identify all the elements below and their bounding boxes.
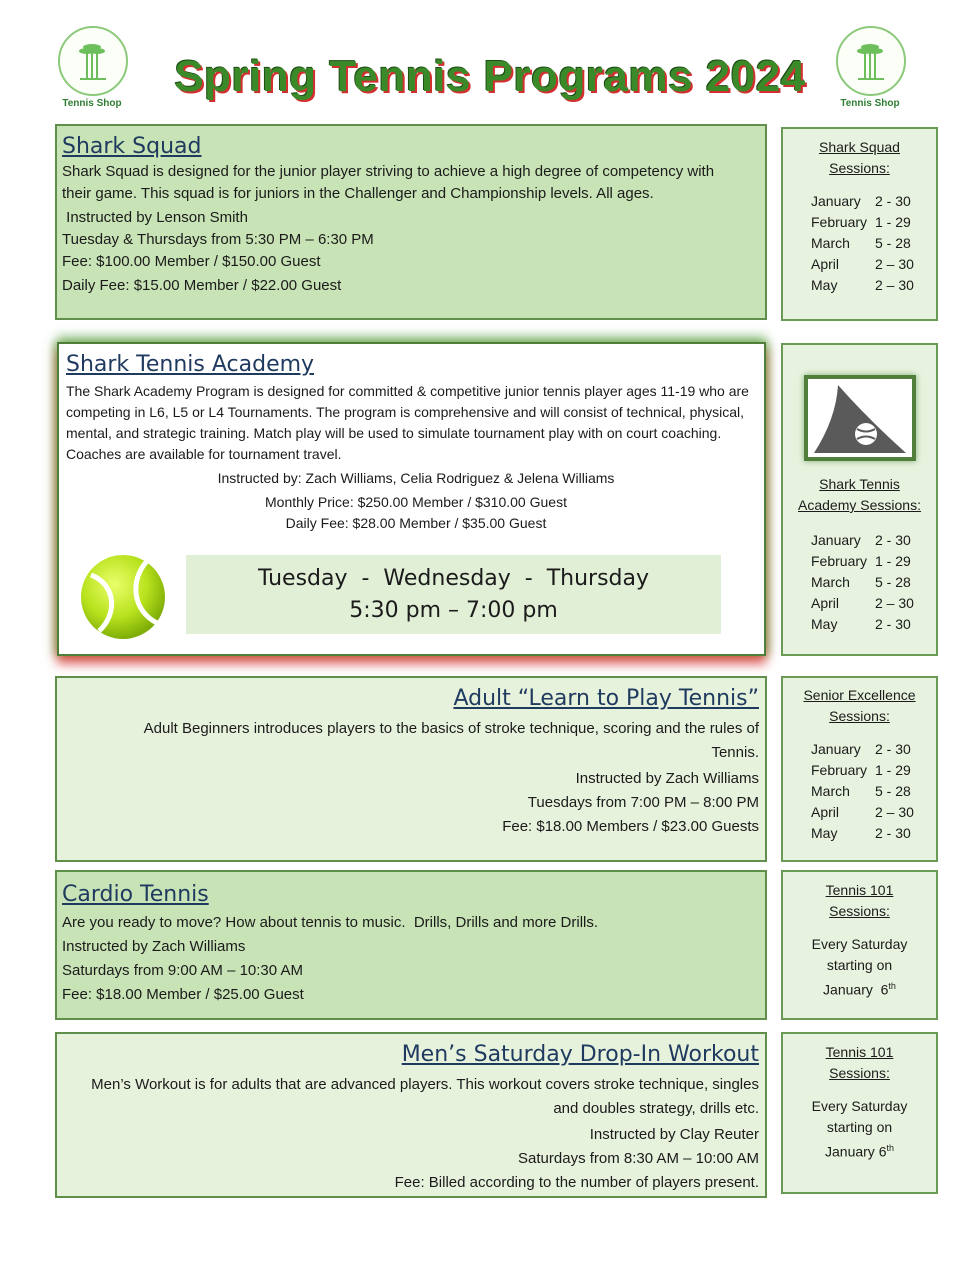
academy-time: 5:30 pm – 7:00 pm — [349, 598, 558, 623]
start-date-text: January 6 — [825, 1143, 887, 1160]
shark-squad-fee: Fee: $100.00 Member / $150.00 Guest — [62, 253, 321, 270]
club-logo-left — [52, 26, 132, 112]
shark-fin-icon — [808, 379, 912, 457]
sessions-list — [811, 739, 936, 844]
session-dates: 2 - 30 — [875, 825, 911, 841]
tennis101-line: Every Saturday — [811, 936, 908, 952]
sessions-title: Sessions: — [829, 903, 890, 919]
session-month: February — [811, 762, 868, 778]
academy-daily-fee: Daily Fee: $28.00 Member / $35.00 Guest — [285, 515, 547, 531]
session-row — [811, 233, 936, 254]
cardio-heading: Cardio Tennis — [62, 882, 209, 907]
tennis101-line: starting on — [826, 1119, 893, 1135]
session-row — [811, 593, 936, 614]
session-row — [811, 614, 936, 635]
mens-description: Men’s Workout is for adults that are advanced players. This workout covers stroke technique, singles and doubles strategy, drills etc. — [91, 1076, 759, 1117]
shark-squad-sessions — [781, 127, 938, 321]
session-row — [811, 254, 936, 275]
logo-shop-label: Tennis Shop — [840, 98, 900, 109]
adult-description: Adult Beginners introduces players to the basics of stroke technique, scoring and the rules of Tennis. — [143, 720, 759, 761]
sessions-title: Shark Squad — [819, 139, 900, 155]
session-month: May — [811, 277, 838, 293]
palm-tree-icon — [838, 28, 904, 94]
academy-schedule-box — [186, 555, 721, 634]
session-row — [811, 275, 936, 296]
adult-heading: Adult “Learn to Play Tennis” — [453, 686, 759, 711]
adult-instructor: Instructed by Zach Williams — [575, 770, 759, 787]
shark-squad-schedule: Tuesday & Thursdays from 5:30 PM – 6:30 PM — [62, 231, 374, 248]
session-dates: 2 – 30 — [875, 804, 914, 820]
session-dates: 2 - 30 — [875, 741, 911, 757]
session-row — [811, 781, 936, 802]
shark-squad-daily-fee: Daily Fee: $15.00 Member / $22.00 Guest — [62, 277, 342, 294]
mens-instructor: Instructed by Clay Reuter — [589, 1126, 759, 1143]
sessions-title: Sessions: — [829, 1065, 890, 1081]
session-row — [811, 572, 936, 593]
mens-fee: Fee: Billed according to the number of players present. — [394, 1174, 759, 1191]
session-row — [811, 191, 936, 212]
shark-squad-instructor: Instructed by Lenson Smith — [62, 209, 248, 226]
session-month: April — [811, 595, 840, 611]
tennis101-start-date — [783, 976, 936, 1001]
session-month: March — [811, 235, 850, 251]
session-row — [811, 760, 936, 781]
cardio-fee: Fee: $18.00 Member / $25.00 Guest — [62, 986, 304, 1003]
cardio-description: Are you ready to move? How about tennis to music. Drills, Drills and more Drills. — [62, 914, 599, 931]
tennis101-sessions-1 — [781, 870, 938, 1020]
tennis101-sessions-2 — [781, 1032, 938, 1194]
session-dates: 1 - 29 — [875, 214, 911, 230]
session-dates: 2 – 30 — [875, 595, 914, 611]
tennis101-start-date — [783, 1138, 936, 1163]
academy-days: Tuesday - Wednesday - Thursday — [258, 566, 649, 591]
adult-schedule: Tuesdays from 7:00 PM – 8:00 PM — [527, 794, 759, 811]
tennis-ball-icon — [77, 551, 169, 643]
session-dates: 2 - 30 — [875, 532, 911, 548]
cardio-section — [55, 870, 767, 1020]
academy-sessions-text — [783, 474, 936, 635]
session-month: February — [811, 214, 868, 230]
session-dates: 5 - 28 — [875, 574, 911, 590]
session-dates: 2 – 30 — [875, 277, 914, 293]
cardio-schedule: Saturdays from 9:00 AM – 10:30 AM — [62, 962, 303, 979]
mens-schedule: Saturdays from 8:30 AM – 10:00 AM — [518, 1150, 759, 1167]
tennis101-line: starting on — [826, 957, 893, 973]
academy-sessions — [781, 343, 938, 656]
session-month: February — [811, 553, 868, 569]
shark-logo-frame — [804, 375, 916, 461]
session-dates: 2 - 30 — [875, 193, 911, 209]
club-logo-right — [830, 26, 910, 112]
session-month: May — [811, 825, 838, 841]
session-month: March — [811, 783, 850, 799]
session-row — [811, 802, 936, 823]
session-month: January — [811, 532, 861, 548]
academy-description: The Shark Academy Program is designed for committed & competitive junior tennis player ages 11-19 who are competing in L6, L5 or L4 Tournaments. The program is comprehensive and will consist of technical, physical, mental, and strategic training. Match play will be used to simulate tournament play with on court coaching. Coaches are available for tournament travel. — [66, 383, 749, 462]
session-dates: 2 – 30 — [875, 256, 914, 272]
sessions-title: Senior Excellence — [803, 687, 916, 703]
session-month: March — [811, 574, 850, 590]
palm-tree-icon — [60, 28, 126, 94]
logo-shop-label: Tennis Shop — [62, 98, 122, 109]
session-dates: 1 - 29 — [875, 553, 911, 569]
sessions-list — [811, 191, 936, 296]
session-row — [811, 530, 936, 551]
academy-instructors: Instructed by: Zach Williams, Celia Rodriguez & Jelena Williams — [217, 470, 615, 486]
cardio-instructor: Instructed by Zach Williams — [62, 938, 246, 955]
sessions-list — [811, 530, 936, 635]
page-title: Spring Tennis Programs 2024 — [174, 52, 806, 101]
academy-monthly-price: Monthly Price: $250.00 Member / $310.00 Guest — [265, 494, 567, 510]
session-dates: 1 - 29 — [875, 762, 911, 778]
session-row — [811, 551, 936, 572]
ordinal-suffix: th — [886, 1143, 894, 1153]
session-month: January — [811, 741, 861, 757]
session-month: January — [811, 193, 861, 209]
session-month: April — [811, 804, 840, 820]
session-row — [811, 823, 936, 844]
session-month: April — [811, 256, 840, 272]
academy-heading: Shark Tennis Academy — [66, 352, 315, 377]
sessions-title: Sessions: — [829, 160, 890, 176]
session-dates: 5 - 28 — [875, 235, 911, 251]
session-row — [811, 212, 936, 233]
session-month: May — [811, 616, 838, 632]
session-dates: 2 - 30 — [875, 616, 911, 632]
session-dates: 5 - 28 — [875, 783, 911, 799]
start-date-text: January 6 — [823, 981, 889, 998]
adult-fee: Fee: $18.00 Members / $23.00 Guests — [502, 818, 759, 835]
tennis101-line: Every Saturday — [811, 1098, 908, 1114]
mens-workout-section — [55, 1032, 767, 1198]
adult-section — [55, 676, 767, 862]
sessions-title: Sessions: — [829, 708, 890, 724]
sessions-title: Shark Tennis — [819, 476, 900, 492]
mens-heading: Men’s Saturday Drop-In Workout — [401, 1042, 759, 1067]
sessions-title: Tennis 101 — [825, 882, 894, 898]
sessions-title: Academy Sessions: — [798, 497, 921, 513]
shark-squad-heading: Shark Squad — [62, 134, 202, 159]
session-row — [811, 739, 936, 760]
shark-squad-description: Shark Squad is designed for the junior player striving to achieve a high degree of competency with their game. This squad is for juniors in the Challenger and Championship levels. All ages. — [62, 163, 719, 202]
ordinal-suffix: th — [888, 981, 896, 991]
shark-squad-section — [55, 124, 767, 320]
sessions-title: Tennis 101 — [825, 1044, 894, 1060]
senior-sessions — [781, 676, 938, 862]
